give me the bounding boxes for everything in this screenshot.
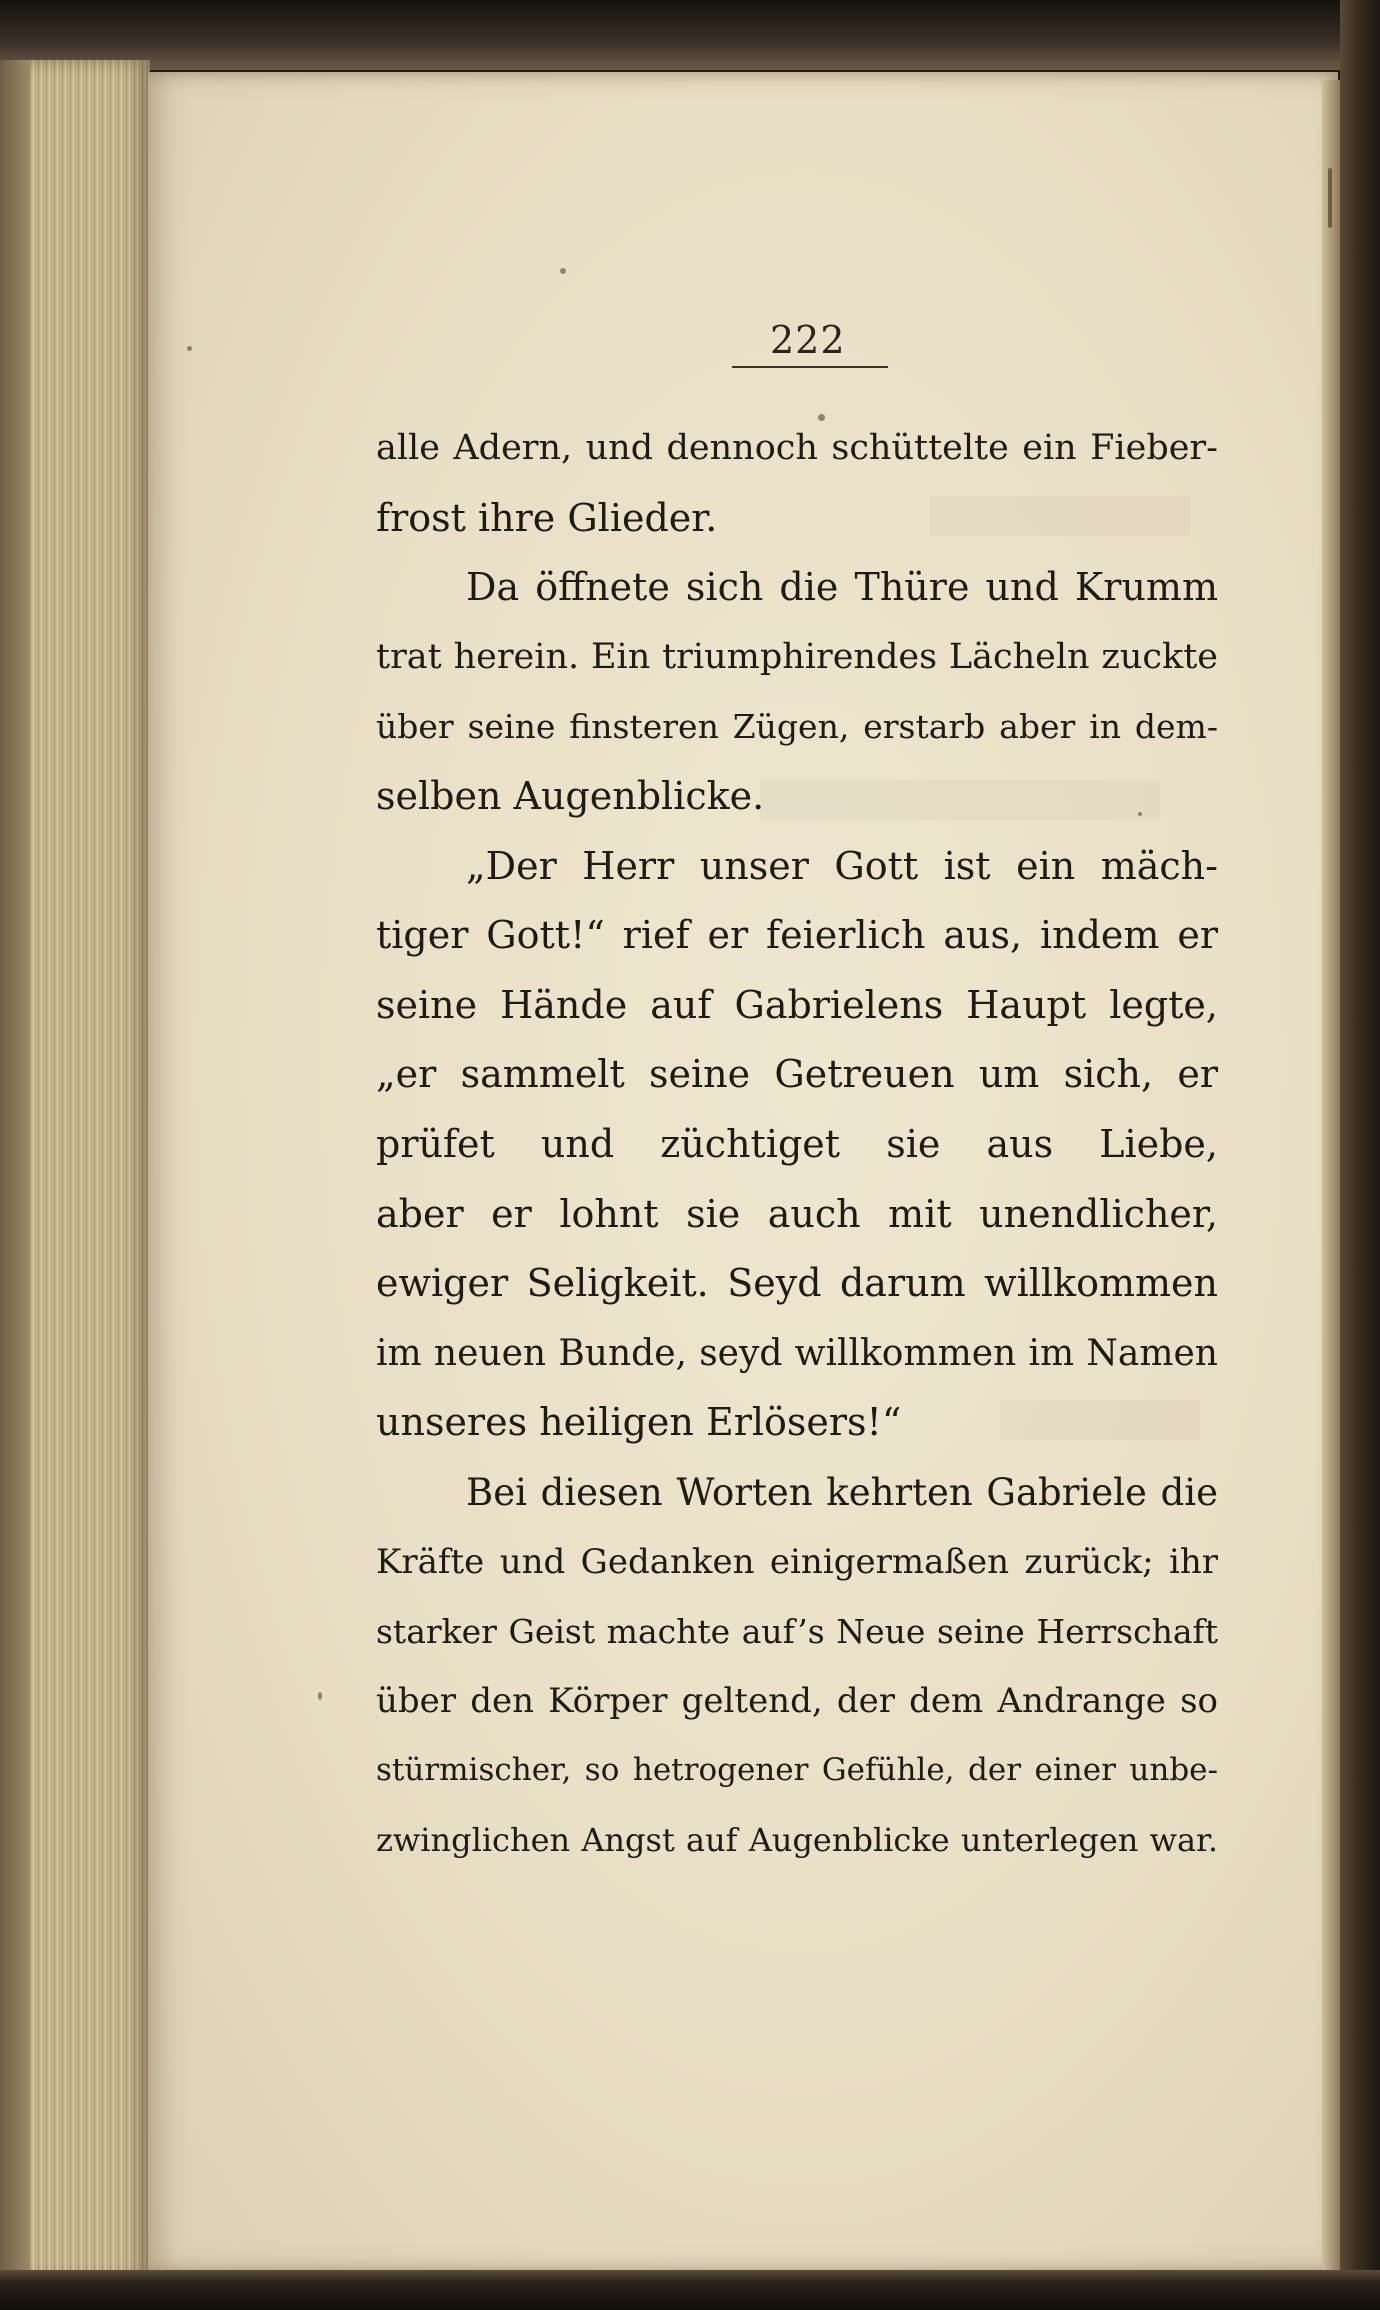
page-edges-stack [0,60,150,2280]
page-number-rule [732,366,888,368]
text-line: Bei diesen Worten kehrten Gabriele die [466,1470,1218,1514]
text-line: starker Geist machte auf’s Neue seine Herrschaft [376,1612,1218,1652]
book-cover-right-edge [1340,0,1380,2310]
text-line: im neuen Bunde, seyd willkommen im Namen [376,1332,1218,1374]
text-line: selben Augenblicke. [376,773,765,818]
page-right-edge [1322,80,1340,2270]
text-line: stürmischer, so hetrogener Gefühle, der einer unbe- [376,1752,1218,1789]
text-line: „Der Herr unser Gott ist ein mäch- [466,843,1218,888]
text-line: über seine finsteren Zügen, erstarb aber in dem- [376,707,1218,747]
text-line: aber er lohnt sie auch mit unendlicher, [376,1191,1218,1236]
text-line: frost ihre Glieder. [376,495,718,540]
text-line: „er sammelt seine Getreuen um sich, er [376,1052,1218,1097]
text-line: seine Hände auf Gabrielens Haupt legte, [376,982,1218,1027]
text-line: Kräfte und Gedanken einigermaßen zurück; ihr [376,1541,1218,1582]
text-line: über den Körper geltend, der dem Andrange so [376,1680,1218,1721]
page-text [376,414,1218,1875]
text-line: alle Adern, und dennoch schüttelte ein Fieber- [376,428,1218,468]
book-cover-bottom-edge [0,2270,1380,2310]
paper-speck [187,346,192,351]
text-line: trat herein. Ein triumphirendes Lächeln zuckte [376,636,1218,677]
page-number: 222 [770,318,846,362]
text-line: unseres heiligen Erlösers!“ [376,1400,902,1445]
paper-speck [318,1692,322,1700]
book-cover-top-edge [0,0,1380,70]
paper-speck [560,268,566,274]
text-line: tiger Gott!“ rief er feierlich aus, indem er [376,913,1218,958]
text-line: prüfet und züchtiget sie aus Liebe, [376,1121,1218,1166]
text-line: ewiger Seligkeit. Seyd darum willkommen [376,1261,1218,1306]
paper-speck [1328,168,1332,228]
text-line: Da öffnete sich die Thüre und Krumm [466,565,1218,610]
text-line: zwinglichen Angst auf Augenblicke unterlegen war. [376,1820,1218,1859]
